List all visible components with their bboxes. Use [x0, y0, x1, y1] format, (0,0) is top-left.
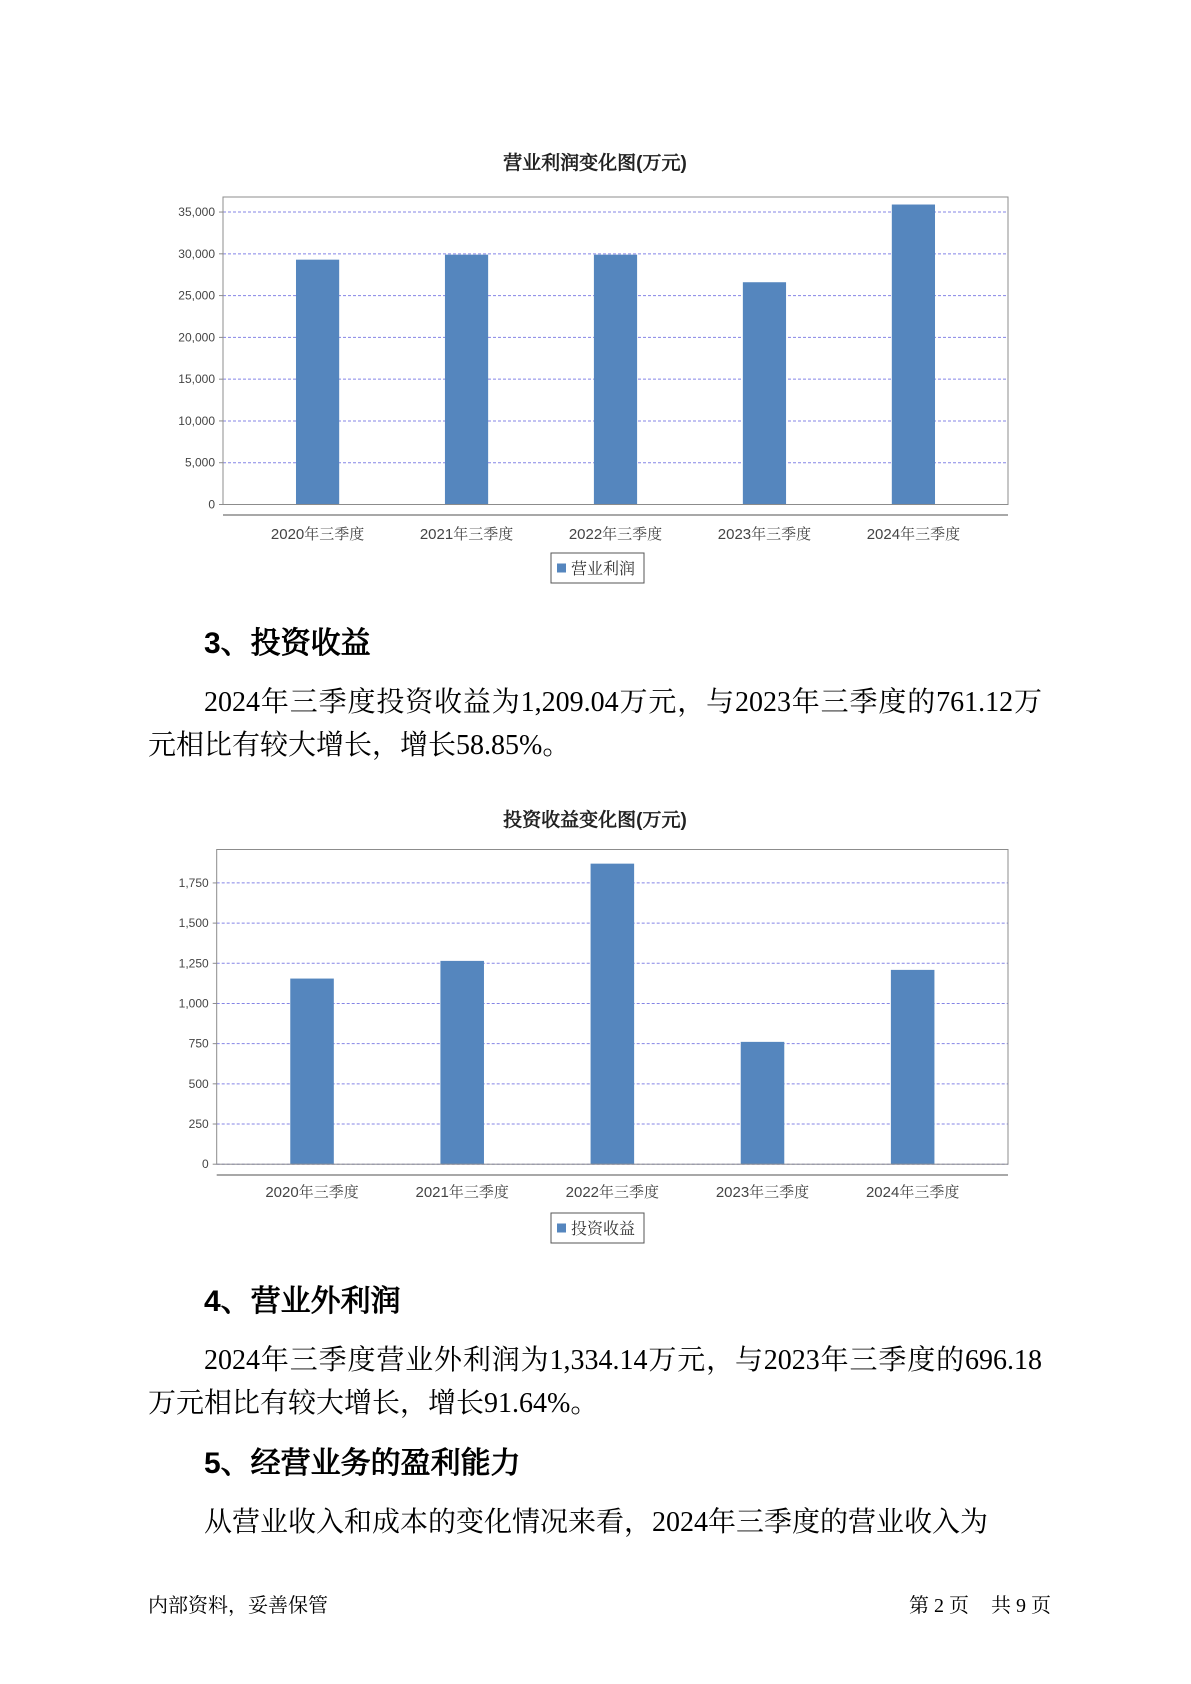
operating-profit-bar-chart — [148, 140, 1042, 600]
legend — [551, 1213, 644, 1243]
y-tick-label: 5,000 — [184, 455, 215, 470]
paragraph-line: 2024年三季度投资收益为1,209.04万元，与2023年三季度的761.12万 — [204, 687, 1042, 718]
x-tick-label: 2022年三季度 — [565, 1184, 660, 1201]
x-tick-label: 2024年三季度 — [865, 1184, 960, 1201]
paragraph-line: 万元相比有较大增长，增长91.64%。 — [148, 1388, 599, 1419]
paragraph-profitability — [148, 1501, 1042, 1544]
legend — [551, 553, 644, 583]
section-heading-investment-income: 3、投资收益 — [204, 627, 371, 660]
legend-label: 营业利润 — [571, 561, 636, 578]
x-tick-label: 2024年三季度 — [866, 526, 961, 543]
y-tick-label: 25,000 — [178, 288, 215, 303]
x-tick-label: 2023年三季度 — [715, 1184, 810, 1201]
legend-label: 投资收益 — [571, 1221, 636, 1238]
page-current: 第 2 页 — [909, 1595, 969, 1617]
bar-1 — [290, 979, 334, 1165]
x-tick-label: 2021年三季度 — [419, 526, 514, 543]
bar-5 — [892, 205, 935, 505]
bar-1 — [296, 260, 339, 505]
y-tick-label: 1,000 — [178, 996, 209, 1011]
y-tick-label: 1,500 — [178, 916, 209, 931]
x-tick-label: 2020年三季度 — [270, 526, 365, 543]
bar-4 — [741, 1042, 785, 1164]
bar-5 — [891, 970, 935, 1164]
paragraph-investment-income — [148, 681, 1042, 767]
paragraph-line: 元相比有较大增长，增长58.85%。 — [148, 730, 571, 761]
bar-3 — [591, 864, 635, 1165]
y-tick-label: 0 — [208, 497, 215, 512]
y-tick-label: 0 — [202, 1157, 209, 1172]
y-tick-label: 10,000 — [178, 413, 215, 428]
y-tick-label: 30,000 — [178, 246, 215, 261]
bar-2 — [440, 961, 484, 1164]
investment-income-bar-chart — [148, 800, 1042, 1260]
y-tick-label: 250 — [188, 1117, 209, 1132]
paragraph-line: 从营业收入和成本的变化情况来看，2024年三季度的营业收入为 — [204, 1507, 989, 1538]
y-tick-label: 35,000 — [178, 205, 215, 220]
chart-title: 营业利润变化图(万元) — [503, 153, 687, 174]
bar-2 — [445, 255, 488, 505]
y-tick-label: 1,250 — [178, 956, 209, 971]
y-tick-label: 500 — [188, 1076, 209, 1091]
paragraph-non-operating-profit — [148, 1339, 1042, 1425]
footer-confidential-note: 内部资料，妥善保管 — [148, 1595, 328, 1617]
x-tick-label: 2020年三季度 — [265, 1184, 359, 1201]
y-tick-label: 15,000 — [178, 372, 215, 387]
section-heading-profitability: 5、经营业务的盈利能力 — [204, 1447, 521, 1480]
legend-swatch — [557, 564, 566, 573]
legend-swatch — [557, 1224, 566, 1233]
bar-3 — [594, 255, 637, 505]
x-tick-label: 2023年三季度 — [717, 526, 812, 543]
y-tick-label: 20,000 — [178, 330, 215, 345]
paragraph-line: 2024年三季度营业外利润为1,334.14万元，与2023年三季度的696.18 — [204, 1345, 1042, 1376]
x-tick-label: 2022年三季度 — [568, 526, 663, 543]
footer-page-number — [909, 1594, 1051, 1618]
y-tick-label: 1,750 — [178, 875, 209, 890]
x-tick-label: 2021年三季度 — [415, 1184, 509, 1201]
bar-4 — [743, 282, 786, 504]
chart-title: 投资收益变化图(万元) — [503, 810, 687, 831]
y-tick-label: 750 — [188, 1036, 209, 1051]
page-total: 共 9 页 — [991, 1595, 1051, 1617]
section-heading-non-operating-profit: 4、营业外利润 — [204, 1285, 401, 1318]
